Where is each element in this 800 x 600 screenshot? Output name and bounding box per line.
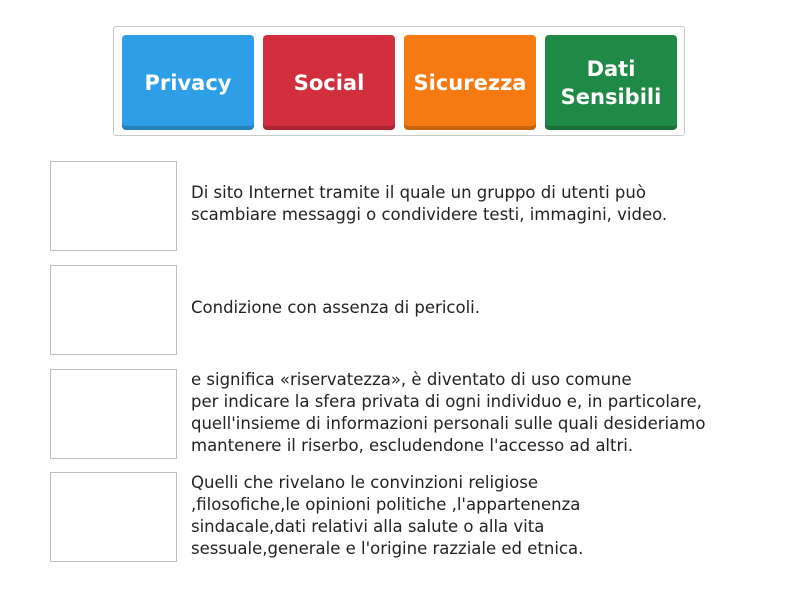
tile-label: Privacy (144, 70, 232, 95)
tile-label: Sicurezza (413, 70, 527, 95)
drop-zone[interactable] (50, 369, 177, 459)
tile-label: Social (293, 70, 365, 95)
drop-zone[interactable] (50, 265, 177, 355)
tile-label: Dati Sensibili (560, 56, 662, 109)
tile-dati-sensibili[interactable] (545, 35, 677, 130)
definition-text: Di sito Internet tramite il quale un gruppo di utenti può scambiare messaggi o condividere testi, immagini, video. (191, 183, 668, 224)
drop-zone[interactable] (50, 161, 177, 251)
tile-social[interactable] (263, 35, 395, 130)
definition-text: Condizione con assenza di pericoli. (191, 298, 480, 317)
tile-privacy[interactable] (122, 35, 254, 130)
definition-text: Quelli che rivelano le convinzioni religiose ,filosofiche,le opinioni politiche ,l'appartenenza sindacale,dati relativi alla salute o alla vita sessuale,generale e l'origine razziale ed etnica. (191, 473, 584, 558)
drop-zone[interactable] (50, 472, 177, 562)
tile-sicurezza[interactable] (404, 35, 536, 130)
definition-text: e significa «riservatezza», è diventato di uso comune per indicare la sfera privata di ogni individuo e, in particolare, quell'insieme di informazioni personali sulle quali desideriamo mantenere il riserbo, escludendone l'accesso ad altri. (191, 370, 706, 455)
answer-tiles-tray (113, 26, 685, 136)
